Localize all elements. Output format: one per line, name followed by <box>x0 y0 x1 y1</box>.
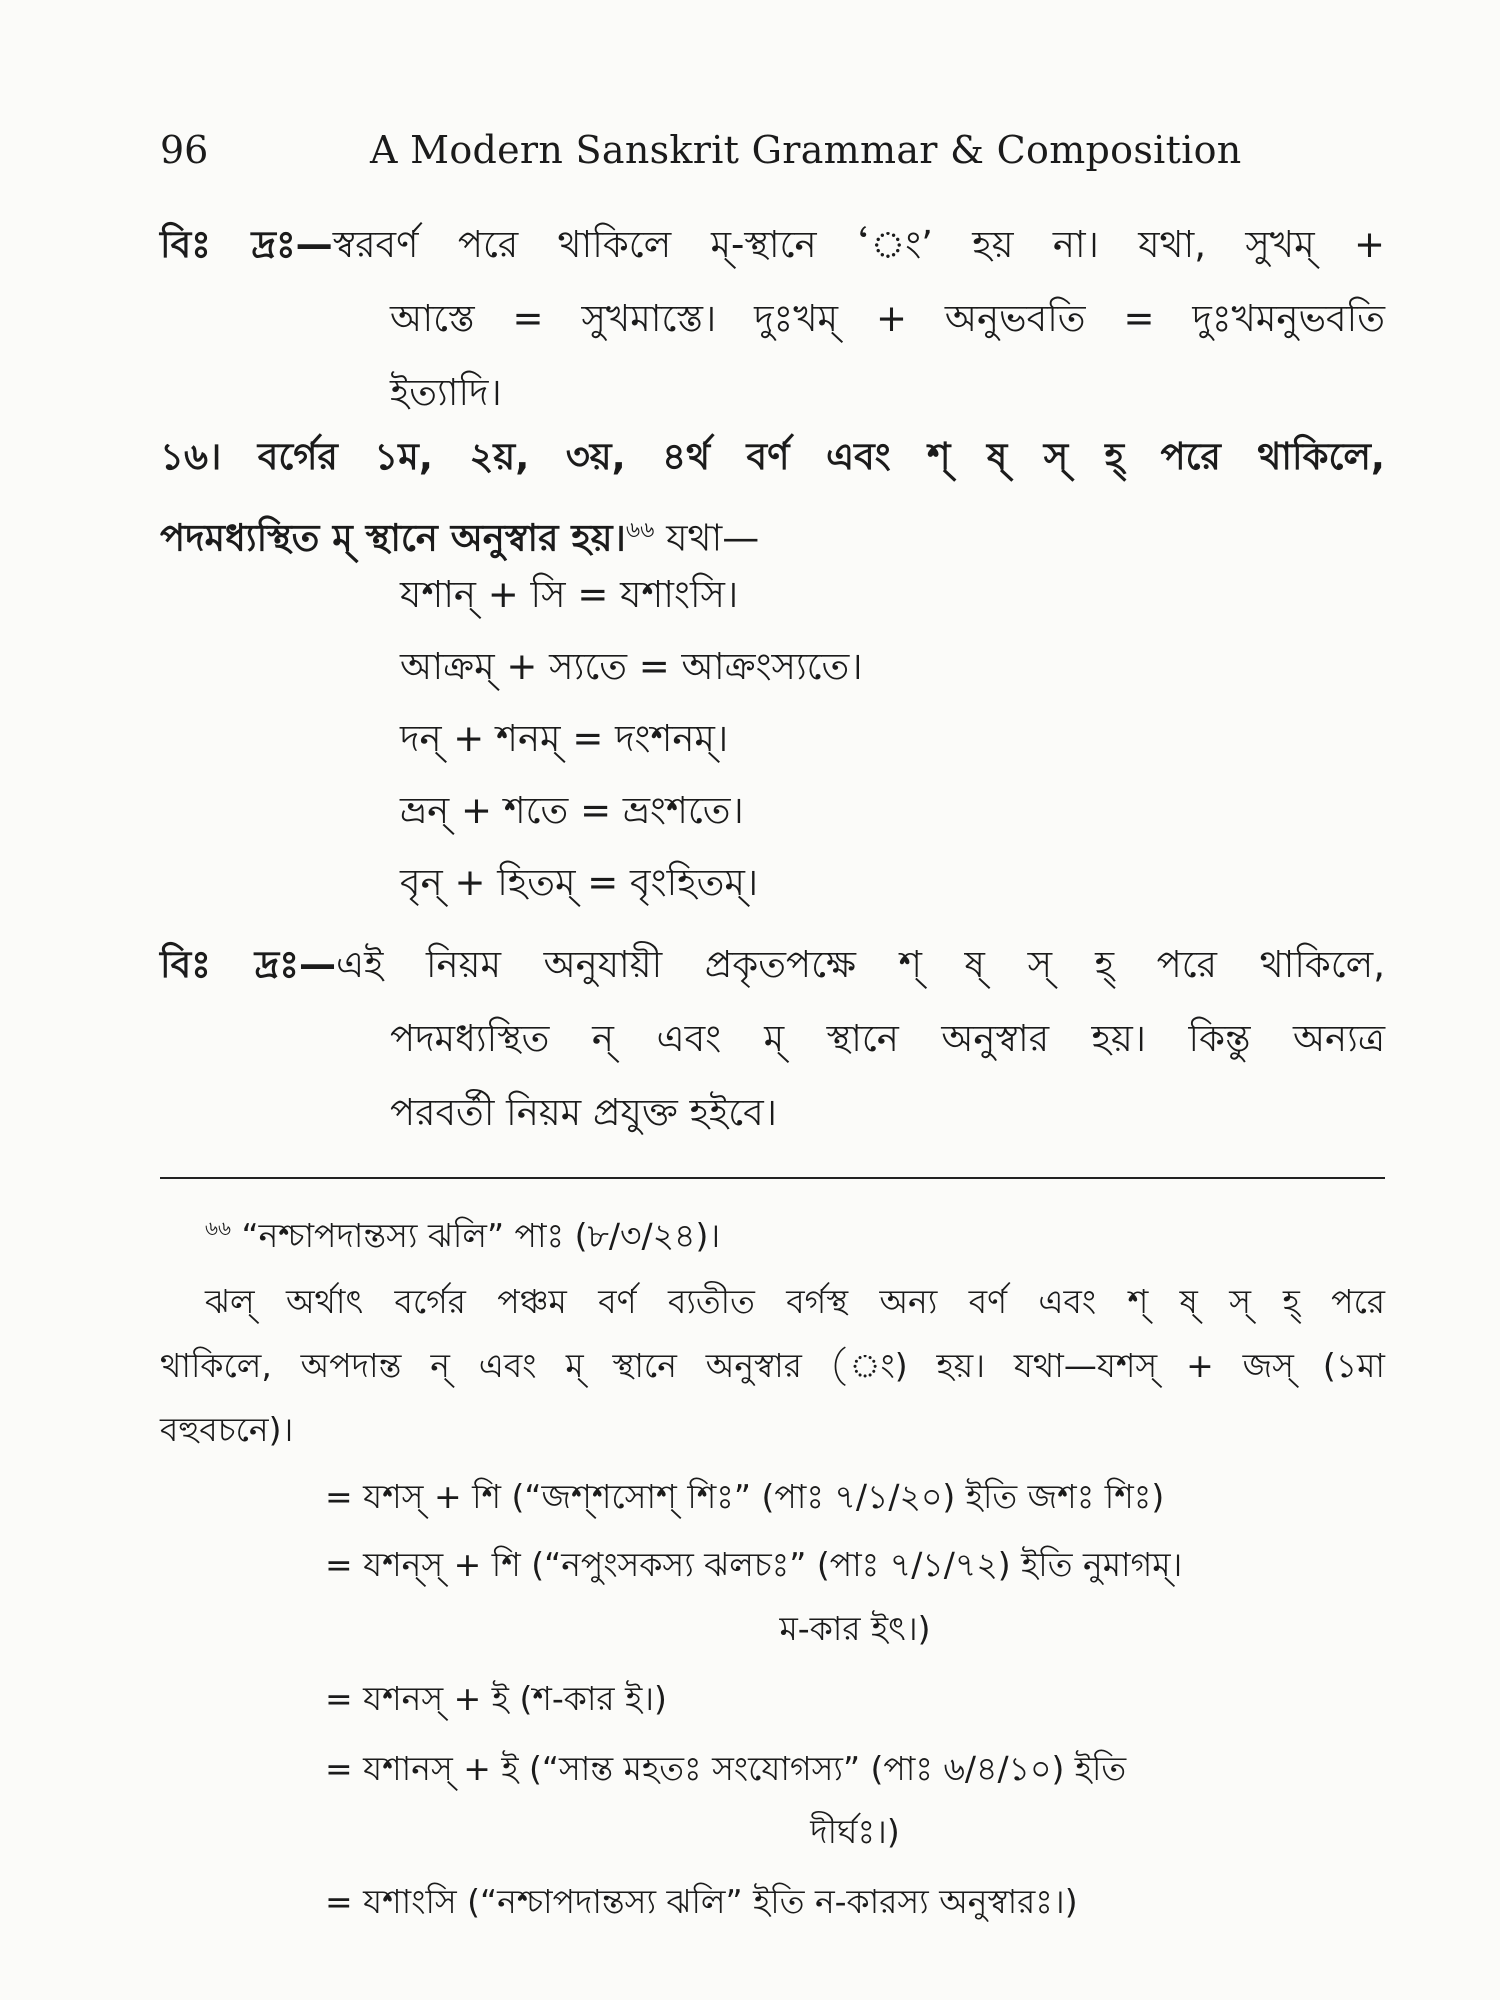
footnote-number: ৬৬ <box>205 1216 232 1240</box>
derivation-step-4-cont: দীর্ঘঃ।) <box>810 1812 900 1851</box>
rule-16 <box>160 420 1385 575</box>
note-1 <box>160 208 1385 430</box>
footnote-title <box>160 1196 1385 1268</box>
footnote-divider <box>160 1177 1385 1179</box>
yatha-label: যথা— <box>654 516 760 560</box>
derivation-step-2-cont: ম-কার ইৎ।) <box>779 1609 931 1648</box>
example-4: ভ্রন্‌ + শতে = ভ্রংশতে। <box>400 789 744 832</box>
note-2-line-1 <box>160 928 1385 1002</box>
derivation-step-4: = যশানস্‌ + ই (“সান্ত মহতঃ সংযোগস্য” (পাঃ ৬/৪/১০) ইতি <box>325 1749 1127 1788</box>
example-1: যশান্‌ + সি = যশাংসি। <box>400 573 739 616</box>
rule-16-line-1: ১৬। বর্গের ১ম, ২য়, ৩য়, ৪র্থ বর্ণ এবং শ্‌ ষ্‌ স্‌ হ্‌ পরে থাকিলে, <box>160 435 1385 478</box>
example-2: আক্রম্‌ + স্যতে = আক্রংস্যতে। <box>400 645 863 688</box>
derivation-step-5: = যশাংসি (“নশ্চাপদান্তস্য ঝলি” ইতি ন-কারস্য অনুস্বারঃ।) <box>325 1882 1078 1921</box>
note-2-line-3: পরবর্তী নিয়ম প্রযুক্ত হইবে। <box>390 1091 777 1134</box>
example-5: বৃন্‌ + হিতম্‌ = বৃংহিতম্‌। <box>400 861 759 904</box>
note-1-text-1: স্বরবর্ণ পরে থাকিলে ম্‌-স্থানে ‘ং’ হয় না। যথা, সুখম্‌ + <box>332 223 1385 266</box>
footnote-para-line-3: বহুবচনে)। <box>160 1410 294 1449</box>
rule-16-line-2 <box>160 494 1385 575</box>
page-header <box>160 128 1380 188</box>
note-2-text-1: এই নিয়ম অনুযায়ী প্রকৃতপক্ষে শ্‌ ষ্‌ স্‌ হ্‌ পরে থাকিলে, <box>335 943 1385 986</box>
note-1-line-2: আস্তে = সুখমাস্তে। দুঃখম্‌ + অনুভবতি = দুঃখমনুভবতি <box>390 297 1385 340</box>
page-number: 96 <box>160 128 209 172</box>
note-1-line-3: ইত্যাদি। <box>390 371 502 414</box>
footnote-paragraph <box>160 1270 1385 1462</box>
note-2-label: বিঃ দ্রঃ— <box>160 943 336 986</box>
derivation-step-3: = যশনস্‌ + ই (শ-কার ই।) <box>325 1679 667 1718</box>
running-title: A Modern Sanskrit Grammar & Composition <box>370 128 1242 172</box>
footnote-para-line-1: ঝল্‌ অর্থাৎ বর্গের পঞ্চম বর্ণ ব্যতীত বর্গস্থ অন্য বর্ণ এবং শ্‌ ষ্‌ স্‌ হ্‌ পরে <box>205 1282 1385 1321</box>
footnote-para-line-2: থাকিলে, অপদান্ত ন্‌ এবং ম্‌ স্থানে অনুস্বার (ং) হয়। যথা—যশস্‌ + জস্‌ (১মা <box>160 1346 1385 1385</box>
note-2 <box>160 928 1385 1150</box>
footnote-ref: ৬৬ <box>625 518 655 543</box>
note-2-line-2: পদমধ্যস্থিত ন্‌ এবং ম্‌ স্থানে অনুস্বার হয়। কিন্তু অন্যত্র <box>390 1017 1385 1060</box>
note-1-line-1 <box>160 208 1385 282</box>
rule-16-text-2: পদমধ্যস্থিত ম্‌ স্থানে অনুস্বার হয়। <box>160 516 626 560</box>
derivation-step-2: = যশন্‌স্‌ + শি (“নপুংসকস্য ঝলচঃ” (পাঃ ৭/১/৭২) ইতি নুমাগম্‌। <box>325 1545 1183 1584</box>
note-1-label: বিঃ দ্রঃ— <box>160 223 333 266</box>
example-3: দন্‌ + শনম্‌ = দংশনম্‌। <box>400 717 729 760</box>
derivation-step-1: = যশস্‌ + শি (“জশ্‌শসোশ্‌ শিঃ” (পাঃ ৭/১/২০) ইতি জশঃ শিঃ) <box>325 1477 1165 1516</box>
footnote-title-text: “নশ্চাপদান্তস্য ঝলি” পাঃ (৮/৩/২৪)। <box>231 1216 721 1255</box>
